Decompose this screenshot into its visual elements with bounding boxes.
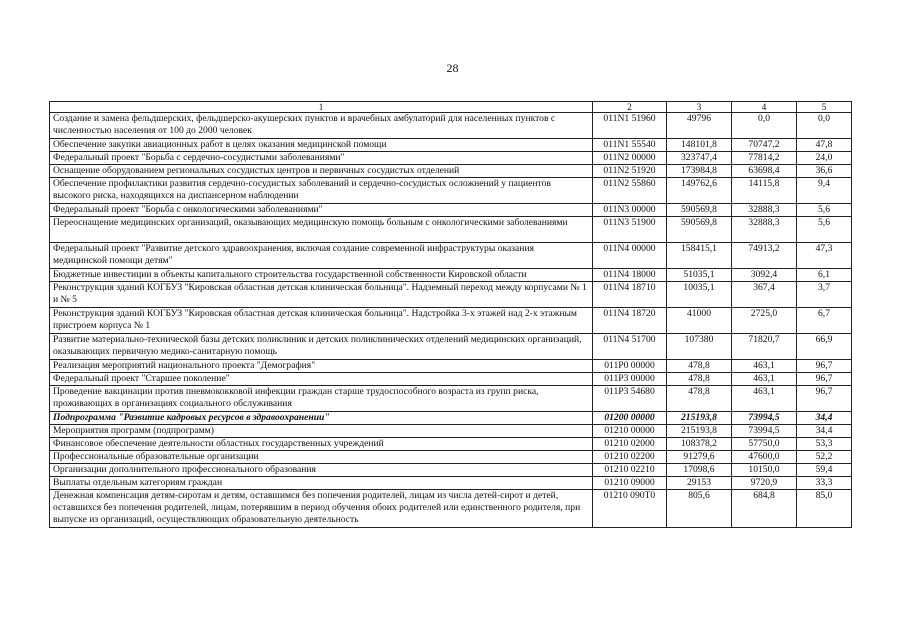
row-code-cell: 011P3 00000 [593, 373, 667, 386]
table-row [50, 152, 852, 165]
row-name-cell: Обеспечение профилактики развития сердечно-сосудистых заболеваний и сердечно-сосудистых осложнений у пациентов высокого риска, находящихся на диспансерном наблюдении [50, 178, 593, 204]
row-value-plan-cell: 29153 [667, 477, 732, 490]
row-name-cell: Проведение вакцинации против пневмококковой инфекции граждан старше трудоспособного возраста из групп риска, проживающих в организациях социального обслуживания [50, 386, 593, 412]
row-value-actual-cell: 70747,2 [732, 139, 797, 152]
row-value-actual-cell: 3092,4 [732, 269, 797, 282]
row-value-actual-cell: 32888,3 [732, 217, 797, 243]
row-value-plan-cell: 108378,2 [667, 438, 732, 451]
row-name-cell: Реконструкция зданий КОГБУЗ "Кировская областная детская клиническая больница". Надземный переход между корпусами № 1 и № 5 [50, 282, 593, 308]
row-value-plan-cell: 173984,8 [667, 165, 732, 178]
row-name-cell: Финансовое обеспечение деятельности областных государственных учреждений [50, 438, 593, 451]
table-row [50, 178, 852, 204]
row-value-plan-cell: 41000 [667, 308, 732, 334]
table-row [50, 243, 852, 269]
row-name-cell: Бюджетные инвестиции в объекты капитального строительства государственной собственности Кировской области [50, 269, 593, 282]
row-value-plan-cell: 158415,1 [667, 243, 732, 269]
table-row [50, 334, 852, 360]
row-code-cell: 01210 02210 [593, 464, 667, 477]
row-code-cell: 011N3 51900 [593, 217, 667, 243]
row-percent-cell: 47,8 [797, 139, 852, 152]
header-col-5: 5 [797, 102, 852, 113]
row-name-cell: Организации дополнительного профессионального образования [50, 464, 593, 477]
table-row [50, 412, 852, 425]
row-value-plan-cell: 49796 [667, 113, 732, 139]
row-percent-cell: 96,7 [797, 386, 852, 412]
row-code-cell: 011N2 00000 [593, 152, 667, 165]
table-row [50, 464, 852, 477]
row-value-plan-cell: 590569,8 [667, 204, 732, 217]
row-code-cell: 011N4 00000 [593, 243, 667, 269]
row-name-cell: Развитие материально-технической базы детских поликлиник и детских поликлинических отделений медицинских организаций, оказывающих первичную медико-санитарную помощь [50, 334, 593, 360]
row-name-cell: Реконструкция зданий КОГБУЗ "Кировская областная детская клиническая больница". Надстройка 3-х этажей над 2-х этажным пристроем корпуса № 1 [50, 308, 593, 334]
table-row [50, 386, 852, 412]
row-percent-cell: 59,4 [797, 464, 852, 477]
row-value-actual-cell: 63698,4 [732, 165, 797, 178]
table-row [50, 373, 852, 386]
row-percent-cell: 53,3 [797, 438, 852, 451]
row-value-actual-cell: 10150,0 [732, 464, 797, 477]
header-col-3: 3 [667, 102, 732, 113]
row-value-plan-cell: 478,8 [667, 373, 732, 386]
table-row [50, 477, 852, 490]
row-name-cell: Денежная компенсация детям-сиротам и детям, оставшимся без попечения родителей, лицам из числа детей-сирот и детей, оставшихся без попечения родителей, лицам, потерявшим в период обучения обоих родителей или единственного родителя, при выпуске из организаций, осуществляющих образовательную деятельность [50, 490, 593, 528]
row-name-cell: Профессиональные образовательные организации [50, 451, 593, 464]
table-row [50, 282, 852, 308]
row-name-cell: Подпрограмма "Развитие кадровых ресурсов в здравоохранении" [50, 412, 593, 425]
row-percent-cell: 5,6 [797, 217, 852, 243]
row-name-cell: Мероприятия программ (подпрограмм) [50, 425, 593, 438]
row-value-plan-cell: 17098,6 [667, 464, 732, 477]
row-percent-cell: 85,0 [797, 490, 852, 528]
table-row [50, 165, 852, 178]
row-code-cell: 011N4 18000 [593, 269, 667, 282]
row-value-actual-cell: 47600,0 [732, 451, 797, 464]
row-percent-cell: 96,7 [797, 360, 852, 373]
row-percent-cell: 3,7 [797, 282, 852, 308]
row-value-actual-cell: 9720,9 [732, 477, 797, 490]
table-header-row [50, 102, 852, 113]
table-body [50, 102, 852, 528]
header-col-1: 1 [50, 102, 593, 113]
row-value-plan-cell: 590569,8 [667, 217, 732, 243]
row-percent-cell: 0,0 [797, 113, 852, 139]
row-percent-cell: 24,0 [797, 152, 852, 165]
row-value-actual-cell: 71820,7 [732, 334, 797, 360]
row-value-plan-cell: 323747,4 [667, 152, 732, 165]
table-row [50, 438, 852, 451]
row-value-plan-cell: 215193,8 [667, 425, 732, 438]
row-code-cell: 01210 02200 [593, 451, 667, 464]
row-percent-cell: 6,1 [797, 269, 852, 282]
row-value-plan-cell: 149762,6 [667, 178, 732, 204]
table-row [50, 490, 852, 528]
row-name-cell: Федеральный проект "Борьба с сердечно-сосудистыми заболеваниями" [50, 152, 593, 165]
row-value-plan-cell: 478,8 [667, 386, 732, 412]
row-percent-cell: 66,9 [797, 334, 852, 360]
row-percent-cell: 52,2 [797, 451, 852, 464]
row-percent-cell: 96,7 [797, 373, 852, 386]
row-code-cell: 011N2 51920 [593, 165, 667, 178]
row-value-actual-cell: 14115,8 [732, 178, 797, 204]
row-value-plan-cell: 478,8 [667, 360, 732, 373]
row-percent-cell: 36,6 [797, 165, 852, 178]
table-row [50, 425, 852, 438]
row-name-cell: Федеральный проект "Старшее поколение" [50, 373, 593, 386]
row-value-plan-cell: 805,6 [667, 490, 732, 528]
row-value-actual-cell: 463,1 [732, 373, 797, 386]
row-value-actual-cell: 74913,2 [732, 243, 797, 269]
header-col-4: 4 [732, 102, 797, 113]
row-code-cell: 01200 00000 [593, 412, 667, 425]
table-row [50, 360, 852, 373]
row-value-actual-cell: 0,0 [732, 113, 797, 139]
row-value-actual-cell: 367,4 [732, 282, 797, 308]
table-row [50, 451, 852, 464]
row-code-cell: 011N4 18710 [593, 282, 667, 308]
row-code-cell: 011N2 55860 [593, 178, 667, 204]
row-name-cell: Выплаты отдельным категориям граждан [50, 477, 593, 490]
row-name-cell: Оснащение оборудованием региональных сосудистых центров и первичных сосудистых отделений [50, 165, 593, 178]
row-code-cell: 01210 00000 [593, 425, 667, 438]
row-value-actual-cell: 32888,3 [732, 204, 797, 217]
table-row [50, 113, 852, 139]
row-name-cell: Федеральный проект "Развитие детского здравоохранения, включая создание современной инфраструктуры оказания медицинской помощи детям" [50, 243, 593, 269]
row-value-actual-cell: 2725,0 [732, 308, 797, 334]
row-name-cell: Переоснащение медицинских организаций, оказывающих медицинскую помощь больным с онкологическими заболеваниями [50, 217, 593, 243]
row-code-cell: 011N4 51700 [593, 334, 667, 360]
row-code-cell: 011N4 18720 [593, 308, 667, 334]
table-row [50, 269, 852, 282]
row-percent-cell: 33,3 [797, 477, 852, 490]
row-name-cell: Создание и замена фельдшерских, фельдшерско-акушерских пунктов и врачебных амбулаторий для населенных пунктов с численностью населения от 100 до 2000 человек [50, 113, 593, 139]
row-value-plan-cell: 91279,6 [667, 451, 732, 464]
row-code-cell: 011N3 00000 [593, 204, 667, 217]
row-percent-cell: 34,4 [797, 425, 852, 438]
header-col-2: 2 [593, 102, 667, 113]
row-code-cell: 011N1 55540 [593, 139, 667, 152]
row-value-plan-cell: 51035,1 [667, 269, 732, 282]
row-code-cell: 011N1 51960 [593, 113, 667, 139]
row-value-actual-cell: 73994,5 [732, 425, 797, 438]
row-percent-cell: 34,4 [797, 412, 852, 425]
row-value-actual-cell: 463,1 [732, 386, 797, 412]
row-percent-cell: 6,7 [797, 308, 852, 334]
table-row [50, 204, 852, 217]
row-code-cell: 011P3 54680 [593, 386, 667, 412]
row-name-cell: Реализация мероприятий национального проекта "Демография" [50, 360, 593, 373]
row-value-actual-cell: 463,1 [732, 360, 797, 373]
budget-table [49, 101, 852, 528]
row-code-cell: 011P0 00000 [593, 360, 667, 373]
row-value-plan-cell: 148101,8 [667, 139, 732, 152]
row-name-cell: Обеспечение закупки авиационных работ в целях оказания медицинской помощи [50, 139, 593, 152]
row-value-actual-cell: 57750,0 [732, 438, 797, 451]
row-code-cell: 01210 09000 [593, 477, 667, 490]
row-code-cell: 01210 090T0 [593, 490, 667, 528]
row-value-plan-cell: 215193,8 [667, 412, 732, 425]
table-row [50, 217, 852, 243]
page-number: 28 [446, 61, 459, 75]
row-value-plan-cell: 10035,1 [667, 282, 732, 308]
row-value-plan-cell: 107380 [667, 334, 732, 360]
row-value-actual-cell: 684,8 [732, 490, 797, 528]
table-row [50, 308, 852, 334]
row-code-cell: 01210 02000 [593, 438, 667, 451]
row-percent-cell: 5,6 [797, 204, 852, 217]
row-percent-cell: 9,4 [797, 178, 852, 204]
row-value-actual-cell: 77814,2 [732, 152, 797, 165]
table-row [50, 139, 852, 152]
row-name-cell: Федеральный проект "Борьба с онкологическими заболеваниями" [50, 204, 593, 217]
row-percent-cell: 47,3 [797, 243, 852, 269]
row-value-actual-cell: 73994,5 [732, 412, 797, 425]
